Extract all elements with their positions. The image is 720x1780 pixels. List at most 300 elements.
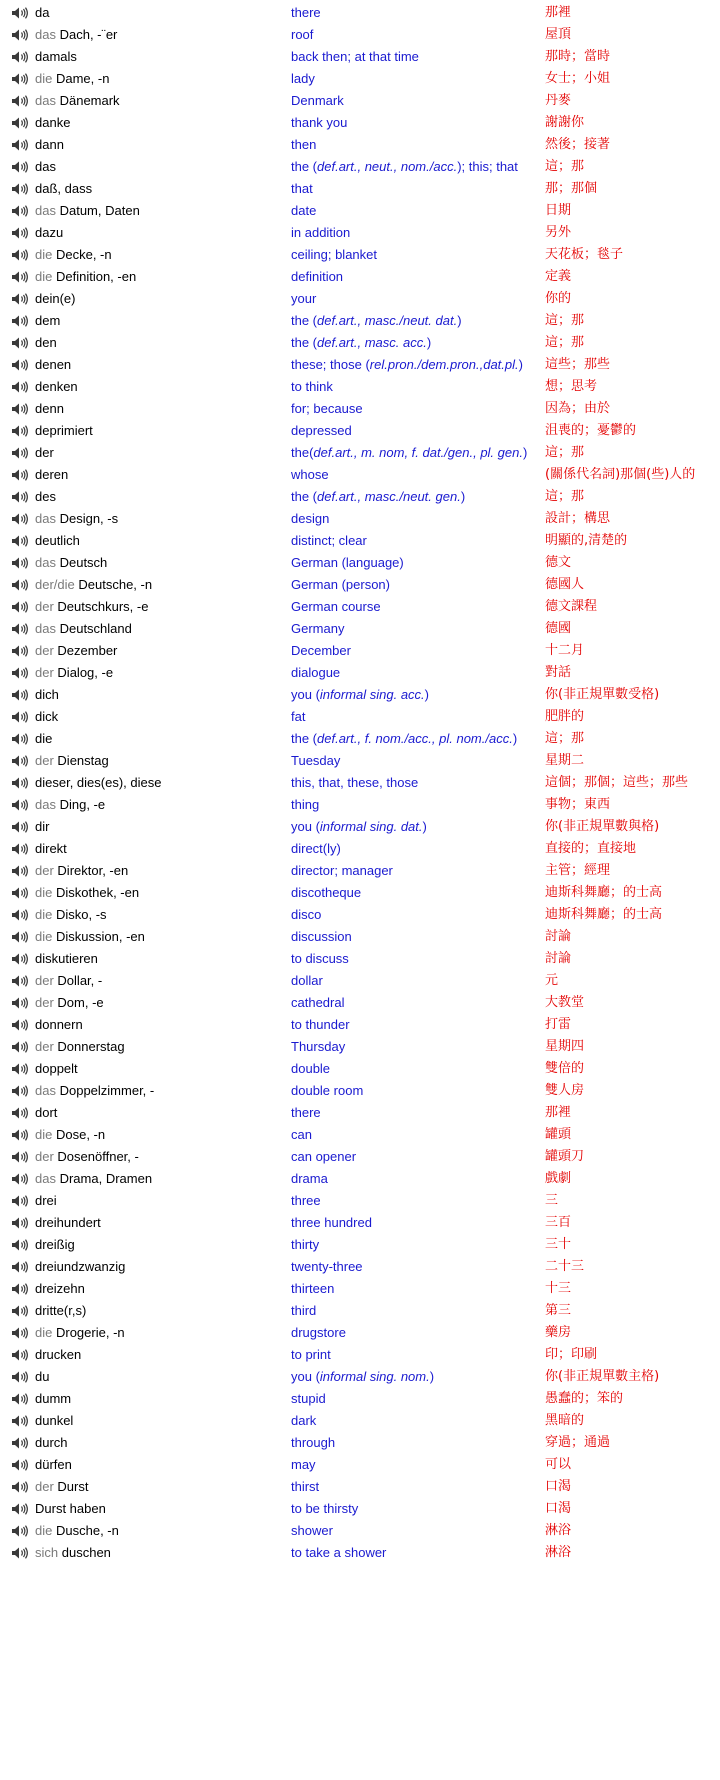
speaker-icon <box>11 601 29 613</box>
chinese-translation: 穿過；通過 <box>545 1435 611 1450</box>
speaker-icon[interactable] <box>11 1525 29 1537</box>
speaker-icon <box>11 1393 29 1405</box>
speaker-icon[interactable] <box>11 271 29 283</box>
vocab-row <box>0 1278 720 1300</box>
english-translation <box>291 794 319 816</box>
chinese-translation: 這；那 <box>545 313 585 328</box>
english-translation <box>291 508 329 530</box>
german-word: Dienstag <box>57 753 109 768</box>
translation-text: shower <box>291 1523 333 1538</box>
speaker-icon[interactable] <box>11 1151 29 1163</box>
german-term <box>35 134 64 156</box>
translation-text: can <box>291 1127 312 1142</box>
translation-text: ) <box>426 335 432 350</box>
speaker-icon[interactable] <box>11 1393 29 1405</box>
vocab-row <box>0 398 720 420</box>
english-translation <box>291 1146 356 1168</box>
speaker-icon[interactable] <box>11 1063 29 1075</box>
speaker-icon <box>11 1085 29 1097</box>
speaker-icon[interactable] <box>11 1283 29 1295</box>
speaker-icon[interactable] <box>11 7 29 19</box>
german-term <box>35 1102 57 1124</box>
german-term <box>35 1388 71 1410</box>
english-translation <box>291 464 329 486</box>
speaker-icon[interactable] <box>11 117 29 129</box>
article: der <box>35 599 54 614</box>
chinese-translation: 日期 <box>545 203 572 218</box>
speaker-icon[interactable] <box>11 579 29 591</box>
german-word: daß, dass <box>35 181 93 196</box>
article: der <box>35 1039 54 1054</box>
english-translation <box>291 288 316 310</box>
translation-text: these; those ( <box>291 357 370 372</box>
chinese-translation: 三百 <box>545 1215 572 1230</box>
speaker-icon[interactable] <box>11 623 29 635</box>
speaker-icon[interactable] <box>11 975 29 987</box>
chinese-translation: 那時；當時 <box>545 49 611 64</box>
translation-text: your <box>291 291 317 306</box>
translation-text: back then; at that time <box>291 49 419 64</box>
translation-text: dark <box>291 1413 317 1428</box>
translation-text: discotheque <box>291 885 362 900</box>
chinese-translation: 三十 <box>545 1237 572 1252</box>
english-translation <box>291 178 313 200</box>
speaker-icon[interactable] <box>11 1239 29 1251</box>
english-translation <box>291 948 349 970</box>
vocab-row <box>0 1300 720 1322</box>
speaker-icon[interactable] <box>11 447 29 459</box>
english-translation <box>291 1080 363 1102</box>
english-translation <box>291 354 523 376</box>
translation-text: to take a shower <box>291 1545 387 1560</box>
german-term <box>35 1300 86 1322</box>
german-word: diskutieren <box>35 951 98 966</box>
speaker-icon[interactable] <box>11 887 29 899</box>
german-term <box>35 662 113 684</box>
vocab-row <box>0 442 720 464</box>
chinese-translation: 那裡 <box>545 5 572 20</box>
speaker-icon <box>11 403 29 415</box>
speaker-icon <box>11 1019 29 1031</box>
speaker-icon[interactable] <box>11 711 29 723</box>
speaker-icon <box>11 1547 29 1559</box>
speaker-icon[interactable] <box>11 909 29 921</box>
vocab-row <box>0 706 720 728</box>
translation-text: you ( <box>291 1369 320 1384</box>
german-term <box>35 1212 101 1234</box>
translation-text: the ( <box>291 335 318 350</box>
vocab-row <box>0 1058 720 1080</box>
german-term <box>35 772 161 794</box>
speaker-icon <box>11 623 29 635</box>
english-translation <box>291 992 344 1014</box>
speaker-icon[interactable] <box>11 1173 29 1185</box>
chinese-translation: 然後；接著 <box>545 137 611 152</box>
german-word: danke <box>35 115 71 130</box>
grammar-note: informal sing. acc. <box>319 687 425 702</box>
speaker-icon[interactable] <box>11 359 29 371</box>
article: die <box>35 269 53 284</box>
english-translation <box>291 68 315 90</box>
chinese-translation: 雙人房 <box>545 1083 585 1098</box>
speaker-icon[interactable] <box>11 1129 29 1141</box>
english-translation <box>291 596 381 618</box>
german-word: da <box>35 5 50 20</box>
german-word: Ding, -e <box>59 797 106 812</box>
english-translation <box>291 750 340 772</box>
speaker-icon[interactable] <box>11 1481 29 1493</box>
vocab-row <box>0 926 720 948</box>
speaker-icon[interactable] <box>11 513 29 525</box>
speaker-icon[interactable] <box>11 381 29 393</box>
speaker-icon <box>11 1305 29 1317</box>
speaker-icon <box>11 997 29 1009</box>
speaker-icon[interactable] <box>11 1349 29 1361</box>
vocab-row <box>0 1388 720 1410</box>
chinese-translation: 女士；小姐 <box>545 71 611 86</box>
vocab-row <box>0 222 720 244</box>
english-translation <box>291 442 527 464</box>
speaker-icon[interactable] <box>11 205 29 217</box>
german-term <box>35 684 59 706</box>
german-term <box>35 904 107 926</box>
german-word: des <box>35 489 56 504</box>
german-word: Dänemark <box>59 93 120 108</box>
translation-text: can opener <box>291 1149 357 1164</box>
translation-text: ) <box>429 1369 435 1384</box>
speaker-icon <box>11 1239 29 1251</box>
speaker-icon <box>11 1481 29 1493</box>
translation-text: to thunder <box>291 1017 350 1032</box>
speaker-icon[interactable] <box>11 667 29 679</box>
speaker-icon[interactable] <box>11 645 29 657</box>
german-word: Deutsch <box>59 555 108 570</box>
article: die <box>35 71 53 86</box>
speaker-icon <box>11 1107 29 1119</box>
translation-text: ) <box>518 357 523 372</box>
speaker-icon <box>11 1041 29 1053</box>
chinese-translation: 德國 <box>545 621 572 636</box>
german-word: dritte(r,s) <box>35 1303 87 1318</box>
translation-text: German (person) <box>291 577 390 592</box>
article: das <box>35 555 56 570</box>
translation-text: drugstore <box>291 1325 346 1340</box>
speaker-icon[interactable] <box>11 557 29 569</box>
german-word: dreiundzwanzig <box>35 1259 126 1274</box>
vocab-row <box>0 970 720 992</box>
german-word: Drama, Dramen <box>59 1171 153 1186</box>
english-translation <box>291 904 321 926</box>
article: das <box>35 621 56 636</box>
german-word: Diskothek, -en <box>55 885 140 900</box>
translation-text: thirteen <box>291 1281 335 1296</box>
speaker-icon[interactable] <box>11 931 29 943</box>
vocab-row <box>0 2 720 24</box>
speaker-icon[interactable] <box>11 183 29 195</box>
speaker-icon[interactable] <box>11 1261 29 1273</box>
translation-text: design <box>291 511 330 526</box>
vocab-row <box>0 68 720 90</box>
german-word: durch <box>35 1435 68 1450</box>
english-translation <box>291 398 363 420</box>
vocab-row <box>0 1432 720 1454</box>
chinese-translation: 那裡 <box>545 1105 572 1120</box>
speaker-icon[interactable] <box>11 755 29 767</box>
translation-text: direct(ly) <box>291 841 341 856</box>
speaker-icon[interactable] <box>11 1415 29 1427</box>
article: das <box>35 1171 56 1186</box>
english-translation <box>291 1410 316 1432</box>
speaker-icon[interactable] <box>11 161 29 173</box>
translation-text: date <box>291 203 317 218</box>
speaker-icon[interactable] <box>11 997 29 1009</box>
vocab-row <box>0 508 720 530</box>
chinese-translation: 十三 <box>545 1281 572 1296</box>
translation-text: to discuss <box>291 951 349 966</box>
speaker-icon <box>11 491 29 503</box>
vocab-row <box>0 1256 720 1278</box>
chinese-translation: 戲劇 <box>545 1171 572 1186</box>
vocab-row <box>0 596 720 618</box>
speaker-icon[interactable] <box>11 1217 29 1229</box>
speaker-icon <box>11 315 29 327</box>
chinese-translation: 淋浴 <box>545 1523 572 1538</box>
vocab-row <box>0 640 720 662</box>
chinese-translation: 這個；那個；這些；那些 <box>545 775 689 790</box>
speaker-icon[interactable] <box>11 95 29 107</box>
vocab-row <box>0 464 720 486</box>
german-term <box>35 332 57 354</box>
chinese-translation: 主管；經理 <box>545 863 611 878</box>
speaker-icon[interactable] <box>11 1195 29 1207</box>
translation-text: Denmark <box>291 93 344 108</box>
translation-text: ) <box>457 313 462 328</box>
german-word: dreißig <box>35 1237 75 1252</box>
english-translation <box>291 266 343 288</box>
speaker-icon[interactable] <box>11 293 29 305</box>
article: das <box>35 1083 56 1098</box>
speaker-icon <box>11 887 29 899</box>
speaker-icon <box>11 733 29 745</box>
vocab-row <box>0 1168 720 1190</box>
german-term <box>35 1410 73 1432</box>
vocab-row <box>0 728 720 750</box>
english-translation <box>291 926 352 948</box>
speaker-icon <box>11 73 29 85</box>
speaker-icon[interactable] <box>11 1547 29 1559</box>
grammar-note: def.art., m. nom, f. dat./gen., pl. gen. <box>313 445 523 460</box>
speaker-icon[interactable] <box>11 689 29 701</box>
german-term <box>35 376 78 398</box>
german-term <box>35 222 63 244</box>
german-term <box>35 68 109 90</box>
english-translation <box>291 552 404 574</box>
chinese-translation: 德文課程 <box>545 599 598 614</box>
speaker-icon[interactable] <box>11 491 29 503</box>
german-term <box>35 1124 105 1146</box>
translation-text: double room <box>291 1083 364 1098</box>
speaker-icon[interactable] <box>11 601 29 613</box>
translation-text: ceiling; blanket <box>291 247 377 262</box>
vocab-row <box>0 1410 720 1432</box>
article: das <box>35 93 56 108</box>
german-term <box>35 640 117 662</box>
german-word: Durst haben <box>35 1501 106 1516</box>
chinese-translation: 愚蠢的；笨的 <box>545 1391 624 1406</box>
speaker-icon[interactable] <box>11 821 29 833</box>
speaker-icon[interactable] <box>11 337 29 349</box>
speaker-icon <box>11 117 29 129</box>
german-term <box>35 948 98 970</box>
speaker-icon <box>11 1195 29 1207</box>
article: der <box>35 753 54 768</box>
german-word: dir <box>35 819 50 834</box>
speaker-icon[interactable] <box>11 1041 29 1053</box>
speaker-icon[interactable] <box>11 777 29 789</box>
speaker-icon[interactable] <box>11 733 29 745</box>
german-term <box>35 1058 78 1080</box>
speaker-icon[interactable] <box>11 865 29 877</box>
speaker-icon[interactable] <box>11 469 29 481</box>
speaker-icon[interactable] <box>11 51 29 63</box>
translation-text: for; because <box>291 401 363 416</box>
german-word: Dollar, - <box>57 973 103 988</box>
german-word: den <box>35 335 57 350</box>
german-term <box>35 200 140 222</box>
chinese-translation: 屋頂 <box>545 27 572 42</box>
english-translation <box>291 222 350 244</box>
german-word: denn <box>35 401 64 416</box>
german-word: duschen <box>61 1545 111 1560</box>
speaker-icon[interactable] <box>11 1107 29 1119</box>
translation-text: thirty <box>291 1237 320 1252</box>
chinese-translation: 迪斯科舞廳；的士高 <box>545 885 663 900</box>
article: der <box>35 1479 54 1494</box>
german-word: Definition, -en <box>55 269 137 284</box>
speaker-icon[interactable] <box>11 1327 29 1339</box>
german-term <box>35 2 49 24</box>
german-term <box>35 794 105 816</box>
german-word: Dialog, -e <box>57 665 114 680</box>
speaker-icon[interactable] <box>11 1459 29 1471</box>
chinese-translation: 對話 <box>545 665 572 680</box>
speaker-icon[interactable] <box>11 1437 29 1449</box>
vocab-row <box>0 794 720 816</box>
german-term <box>35 1542 111 1564</box>
vocab-row <box>0 134 720 156</box>
speaker-icon[interactable] <box>11 1305 29 1317</box>
english-translation <box>291 1498 358 1520</box>
translation-text: ); this; that <box>457 159 518 174</box>
translation-text: ) <box>460 489 466 504</box>
german-term <box>35 970 102 992</box>
english-translation <box>291 618 344 640</box>
vocab-row <box>0 1124 720 1146</box>
english-translation <box>291 1014 350 1036</box>
translation-text: lady <box>291 71 315 86</box>
german-term <box>35 1476 88 1498</box>
vocab-row <box>0 1080 720 1102</box>
english-translation <box>291 1212 372 1234</box>
grammar-note: def.art., neut., nom./acc. <box>317 159 458 174</box>
vocab-row <box>0 552 720 574</box>
speaker-icon[interactable] <box>11 425 29 437</box>
speaker-icon[interactable] <box>11 249 29 261</box>
german-term <box>35 1080 154 1102</box>
english-translation <box>291 772 418 794</box>
speaker-icon[interactable] <box>11 29 29 41</box>
article: das <box>35 203 56 218</box>
speaker-icon <box>11 293 29 305</box>
translation-text: stupid <box>291 1391 326 1406</box>
vocab-row <box>0 530 720 552</box>
speaker-icon[interactable] <box>11 1503 29 1515</box>
german-word: Dom, -e <box>57 995 104 1010</box>
speaker-icon[interactable] <box>11 953 29 965</box>
translation-text: there <box>291 1105 321 1120</box>
english-translation <box>291 90 344 112</box>
speaker-icon <box>11 579 29 591</box>
speaker-icon <box>11 29 29 41</box>
chinese-translation: 這些；那些 <box>545 357 611 372</box>
german-term <box>35 706 58 728</box>
translation-text: the( <box>291 445 314 460</box>
german-word: dumm <box>35 1391 72 1406</box>
speaker-icon[interactable] <box>11 227 29 239</box>
speaker-icon[interactable] <box>11 73 29 85</box>
german-term <box>35 1278 85 1300</box>
chinese-translation: 想；思考 <box>545 379 598 394</box>
english-translation <box>291 376 333 398</box>
translation-text: three hundred <box>291 1215 372 1230</box>
speaker-icon[interactable] <box>11 1019 29 1031</box>
speaker-icon <box>11 975 29 987</box>
speaker-icon[interactable] <box>11 535 29 547</box>
speaker-icon[interactable] <box>11 843 29 855</box>
speaker-icon[interactable] <box>11 315 29 327</box>
speaker-icon <box>11 557 29 569</box>
chinese-translation: 天花板；毯子 <box>545 247 624 262</box>
speaker-icon[interactable] <box>11 799 29 811</box>
speaker-icon[interactable] <box>11 1085 29 1097</box>
speaker-icon <box>11 337 29 349</box>
chinese-translation: 這；那 <box>545 489 585 504</box>
vocab-row <box>0 310 720 332</box>
grammar-note: def.art., masc./neut. gen. <box>317 489 461 504</box>
translation-text: may <box>291 1457 316 1472</box>
german-term <box>35 24 117 46</box>
german-term <box>35 398 64 420</box>
english-translation <box>291 156 518 178</box>
chinese-translation: 口渴 <box>545 1479 572 1494</box>
translation-text: to think <box>291 379 333 394</box>
chinese-translation: 十二月 <box>545 643 585 658</box>
german-word: dick <box>35 709 59 724</box>
speaker-icon[interactable] <box>11 139 29 151</box>
grammar-note: def.art., f. nom./acc., pl. nom./acc. <box>317 731 513 746</box>
speaker-icon[interactable] <box>11 403 29 415</box>
german-term <box>35 992 104 1014</box>
grammar-note: def.art., masc. acc. <box>317 335 427 350</box>
speaker-icon[interactable] <box>11 1371 29 1383</box>
german-term <box>35 1256 125 1278</box>
chinese-translation: 雙倍的 <box>545 1061 585 1076</box>
vocab-row <box>0 24 720 46</box>
english-translation <box>291 2 321 24</box>
german-term <box>35 926 145 948</box>
article: die <box>35 885 53 900</box>
german-word: Datum, Daten <box>59 203 140 218</box>
